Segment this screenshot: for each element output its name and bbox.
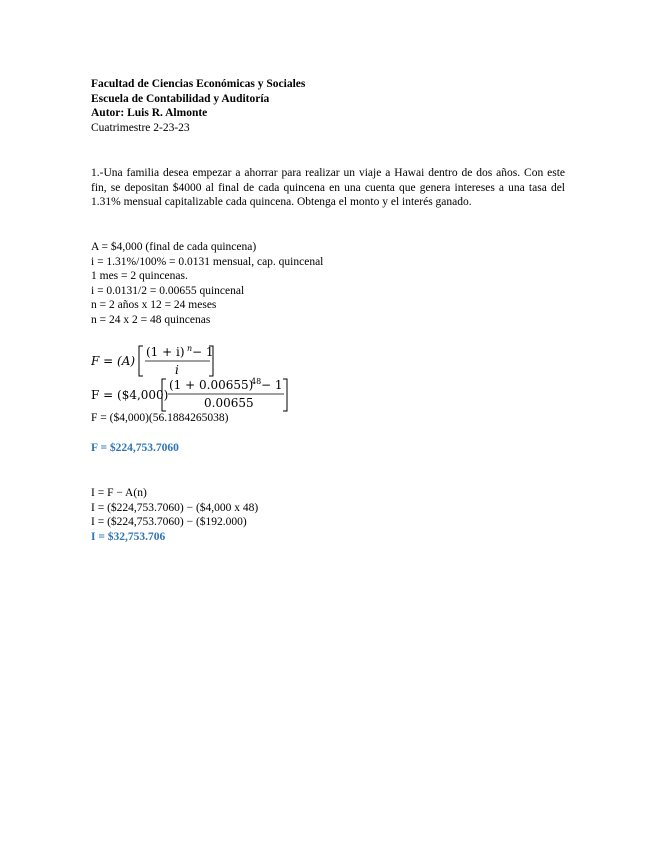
interest-line: I = F − A(n) xyxy=(91,487,147,499)
right-bracket xyxy=(283,379,287,411)
faculty-line: Facultad de Ciencias Económicas y Sociales xyxy=(91,78,306,90)
left-bracket xyxy=(139,346,143,376)
given-line: n = 24 x 2 = 48 quincenas xyxy=(91,313,211,326)
formula-exponent: 48 xyxy=(251,377,262,386)
school-line: Escuela de Contabilidad y Auditoría xyxy=(91,92,270,105)
substituted-formula xyxy=(91,376,301,412)
author-line: Autor: Luis R. Almonte xyxy=(91,107,208,119)
formula-numerator: (1 + i) xyxy=(146,345,185,359)
given-line: n = 2 años x 12 = 24 meses xyxy=(91,299,217,311)
given-line: 1 mes = 2 quincenas. xyxy=(91,270,188,282)
future-value-formula xyxy=(91,343,241,377)
formula-lhs: F = (A) xyxy=(91,354,136,368)
interest-line: I = ($224,753.7060) − ($4,000 x 48) xyxy=(91,501,259,514)
formula-numerator-tail: − 1 xyxy=(261,378,283,392)
result-line: F = ($4,000)(56.1884265038) xyxy=(91,412,229,424)
formula-exponent: n xyxy=(187,344,193,353)
interest-calculation xyxy=(91,486,258,544)
final-interest: I = $32,753.706 xyxy=(91,530,166,543)
problem-statement: 1.-Una familia desea empezar a ahorrar para realizar un viaje a Hawai dentro de dos años. Con este fin, se depositan $4000 al final de cada quincena en una cuenta que genera intereses a una tasa del 1.31% mensual capitalizable cada quincena. Obtenga el monto y el interés ganado. xyxy=(91,167,565,208)
given-values xyxy=(91,240,323,327)
formula-denominator: i xyxy=(175,363,179,377)
formula-numerator-tail: − 1 xyxy=(192,345,214,359)
formula-lhs: F = ($4,000) xyxy=(91,388,169,402)
interest-line: I = ($224,753.7060) − ($192.000) xyxy=(91,516,247,528)
final-future-value: F = $224,753.7060 xyxy=(91,442,179,454)
term-line: Cuatrimestre 2-23-23 xyxy=(91,121,190,134)
document-header xyxy=(91,77,305,135)
formula-denominator: 0.00655 xyxy=(204,396,254,410)
given-line: i = 1.31%/100% = 0.0131 mensual, cap. quincenal xyxy=(91,255,324,268)
given-line: A = $4,000 (final de cada quincena) xyxy=(91,241,257,253)
given-line: i = 0.0131/2 = 0.00655 quincenal xyxy=(91,284,245,297)
formula-numerator: (1 + 0.00655) xyxy=(169,378,254,392)
